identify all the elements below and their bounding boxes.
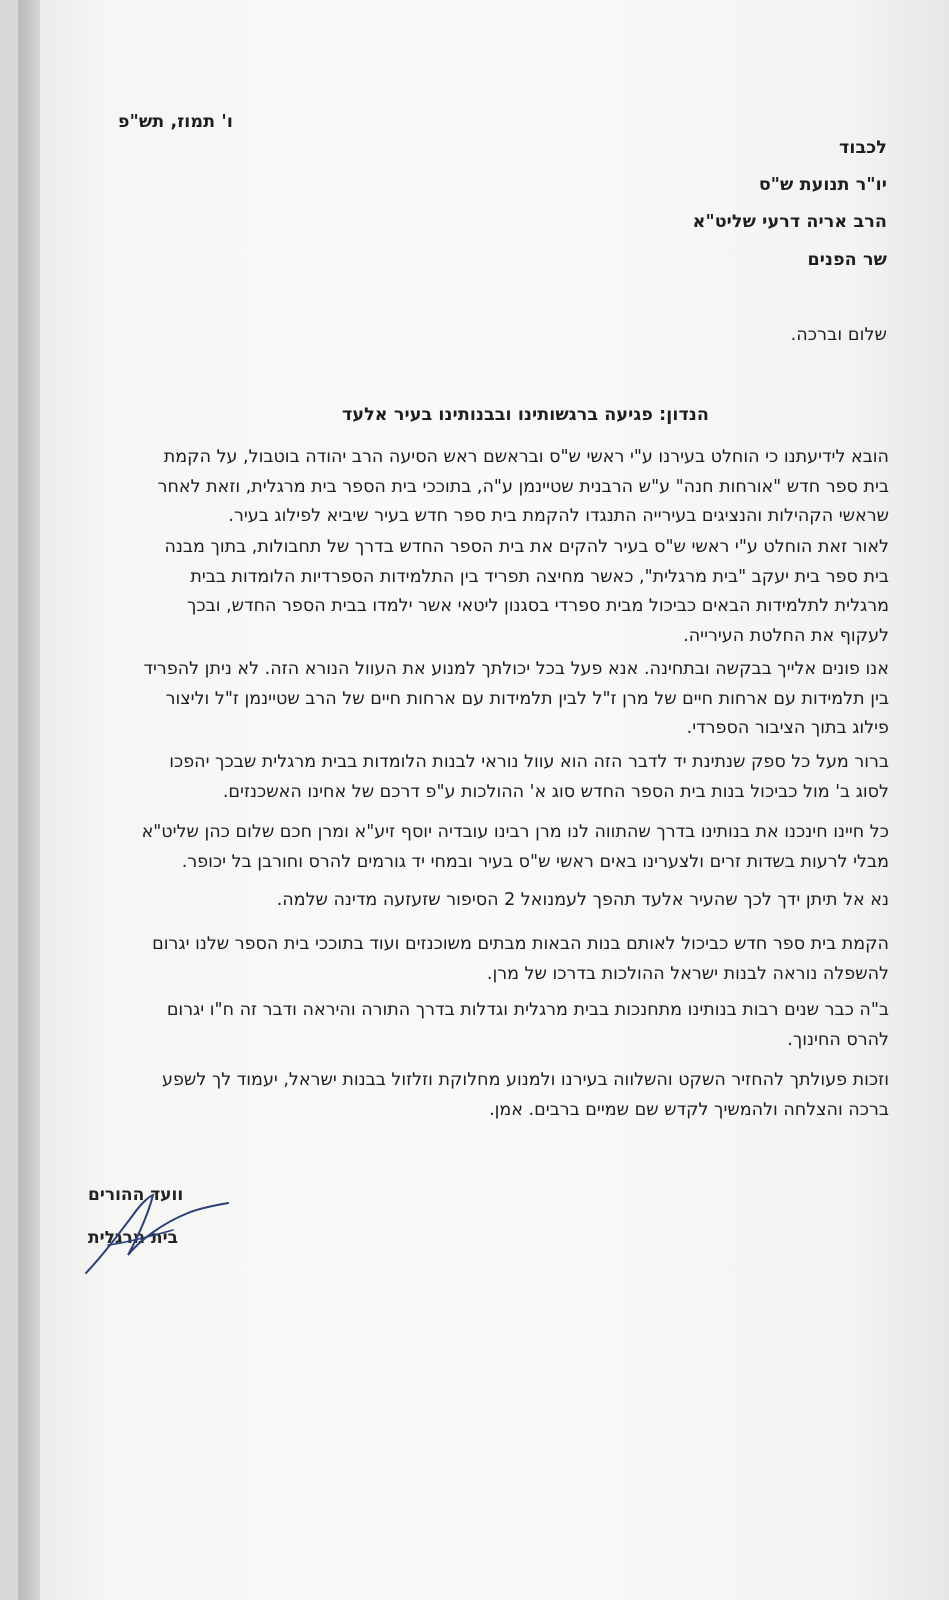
signature-line-2: בית מרגלית — [88, 1228, 178, 1248]
recipient-line-3: הרב אריה דרעי שליט"א — [692, 212, 887, 232]
greeting: שלום וברכה. — [790, 325, 887, 345]
paragraph-9 — [69, 1066, 889, 1125]
letter-date: ו' תמוז, תש"פ — [118, 112, 233, 132]
text-line: פילוג בתוך הציבור הספרדי. — [686, 718, 889, 738]
text-line: לעקוף את החלטת העירייה. — [683, 625, 889, 646]
text-line: להשפלה נוראה לבנות ישראל ההולכות בדרכו של מרן. — [486, 963, 889, 984]
letter-page — [18, 0, 949, 1600]
paragraph-6 — [69, 886, 889, 916]
subject-line: הנדון: פגיעה ברגשותינו ובבנותינו בעיר אלעד — [341, 405, 709, 425]
text-line: נא אל תיתן ידך לכך שהעיר אלעד תהפך לעמנואל 2 הסיפור שזעזעה מדינה שלמה. — [276, 890, 889, 910]
recipient-line-4: שר הפנים — [807, 250, 887, 270]
paragraph-5 — [69, 818, 889, 877]
text-line: אנו פונים אלייך בבקשה ובתחינה. אנא פעל בכל יכולתך למנוע את העוול הנורא הזה. לא ניתן להפריד — [143, 659, 889, 679]
paragraph-4 — [69, 748, 889, 807]
text-line: מרגלית לתלמידות הבאים כביכול מבית ספרדי בסגנון ליטאי אשר ילמדו בבית הספר החדש, ובכך — [187, 596, 889, 616]
paragraph-1 — [69, 443, 889, 532]
text-line: ב"ה כבר שנים רבות בנותינו מתחנכות בבית מרגלית וגדלות בדרך התורה והיראה ודבר זה ח"ו יגרום — [166, 1000, 889, 1020]
text-line: להרס החינוך. — [787, 1029, 889, 1050]
text-line: בין תלמידות עם ארחות חיים של מרן ז"ל לבין תלמידות עם ארחות חיים של הרב שטיינמן ז"ל וליצור — [165, 688, 889, 709]
text-line: מבלי לרעות בשדות זרים ולצערינו באים ראשי ש"ס בעיר ובמחי יד גורמים להרס וחורבן בל יכופר. — [181, 851, 889, 872]
text-line: הובא לידיעתנו כי הוחלט בעירנו ע"י ראשי ש"ס ובראשם ראש הסיעה הרב יהודה בוטבול, על הקמת — [163, 447, 889, 467]
text-line: בית ספר בית יעקב "בית מרגלית", כאשר מחיצה תפריד בין התלמידות הספרדיות הלומדות בבית — [190, 566, 889, 587]
recipient-line-1: לכבוד — [839, 138, 887, 158]
paragraph-3 — [69, 655, 889, 744]
text-line: לסוג ב' מול כביכול בנות בית הספר החדש סוג א' ההולכות ע"פ דרכם של אחינו האשכנזים. — [222, 781, 889, 802]
paragraph-8 — [69, 996, 889, 1055]
text-line: שראשי הקהילות והנציגים בעירייה התנגדו להקמת בית ספר חדש בעיר שיביא לפילוג בעיר. — [228, 506, 889, 526]
paragraph-7 — [69, 930, 889, 989]
text-line: וזכות פעולתך להחזיר השקט והשלווה בעירנו ולמנוע מחלוקת וזלזול בבנות ישראל, יעמוד לך לשפע — [162, 1070, 889, 1090]
text-line: לאור זאת הוחלט ע"י ראשי ש"ס בעיר להקים את בית הספר החדש בדרך של תחבולות, בתוך מבנה — [164, 537, 889, 557]
text-line: כל חיינו חינכנו את בנותינו בדרך שהתווה לנו מרן רבינו עובדיה יוסף זיע"א ומרן חכם שלום כהן שליט"א — [141, 822, 889, 842]
text-line: ברכה והצלחה ולהמשיך לקדש שם שמיים ברבים. אמן. — [489, 1099, 889, 1120]
text-line: בית ספר חדש "אורחות חנה" ע"ש הרבנית שטיינמן ע"ה, בתוככי בית הספר בית מרגלית, וזאת לאחר — [157, 476, 889, 497]
recipient-line-2: יו"ר תנועת ש"ס — [758, 175, 887, 195]
text-line: ברור מעל כל ספק שנתינת יד לדבר הזה הוא עוול נוראי לבנות הלומדות בבית מרגלית שבכך יהפכו — [169, 752, 889, 772]
handwritten-signature — [78, 1185, 238, 1280]
text-line: הקמת בית ספר חדש כביכול לאותם בנות הבאות מבתים משוכנזים ועוד בתוככי בית הספר שלנו יגרום — [152, 934, 889, 954]
signature-line-1: וועד ההורים — [88, 1185, 184, 1205]
paragraph-2 — [69, 533, 889, 651]
page-edge-shadow — [18, 0, 40, 1600]
